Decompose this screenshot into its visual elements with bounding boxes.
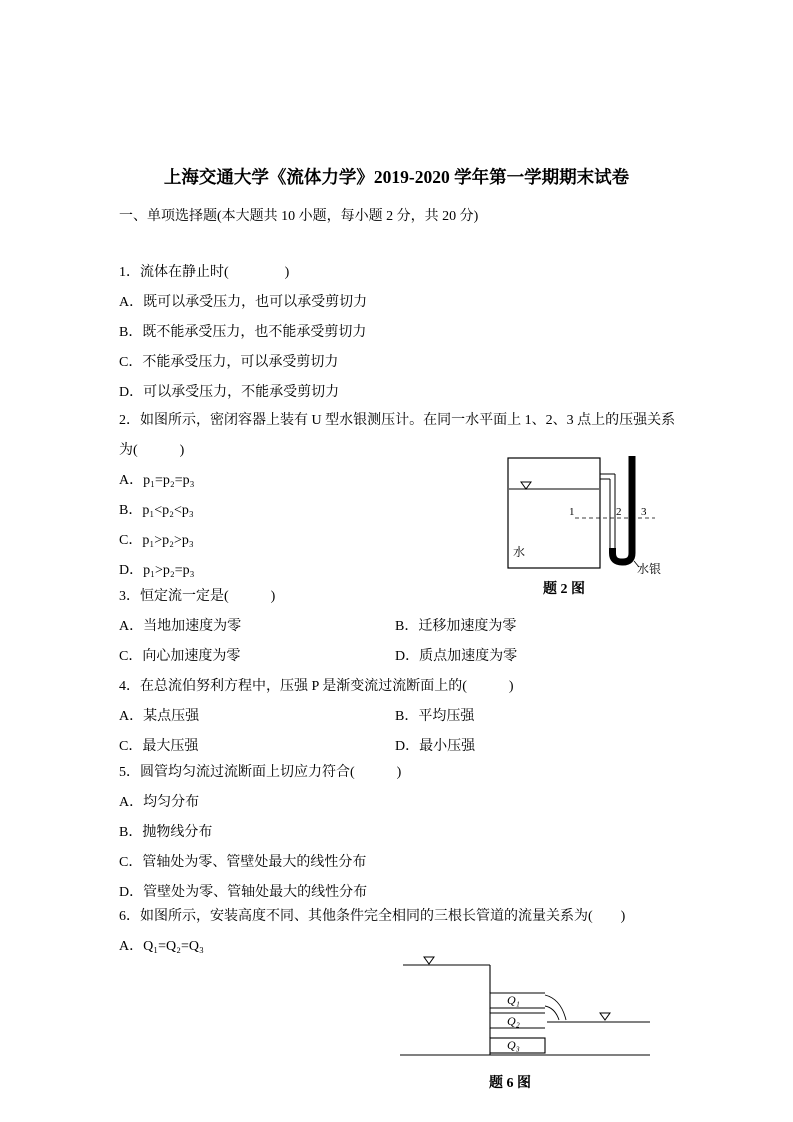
jet-curve-inner [545, 1006, 559, 1020]
q2-option-b: B．p₁<p₂<p₃ [119, 503, 194, 518]
q2-stem-line2: 为( ) [119, 443, 185, 458]
pipe-2-label: Q₂ [507, 1014, 520, 1028]
q5-option-c: C．管轴处为零、管壁处最大的线性分布 [119, 855, 367, 870]
question-1 [119, 258, 367, 408]
q1-option-d: D．可以承受压力，不能承受剪切力 [119, 385, 340, 400]
figure-question-6 [395, 950, 657, 1092]
q5-option-d: D．管壁处为零、管轴处最大的线性分布 [119, 885, 368, 900]
pipe-1-label: Q₁ [507, 993, 520, 1007]
question-4 [119, 672, 679, 762]
q2-stem-line1: 2．如图所示，密闭容器上装有 U 型水银测压计。在同一水平面上 1、2、3 点上的压强关系 [119, 413, 676, 428]
q1-option-b: B．既不能承受压力，也不能承受剪切力 [119, 325, 367, 340]
q4-option-a: A．某点压强 [119, 709, 200, 724]
water-surface-symbol-icon [521, 482, 531, 489]
question-5 [119, 758, 401, 908]
q2-option-c: C．p₁>p₂>p₃ [119, 533, 194, 548]
q1-option-a: A．既可以承受压力，也可以承受剪切力 [119, 295, 368, 310]
question-3 [119, 582, 679, 672]
pipe-3-label: Q₃ [507, 1038, 520, 1052]
q6-stem: 6．如图所示，安装高度不同、其他条件完全相同的三根长管道的流量关系为( ) [119, 909, 626, 924]
q3-options-row-2 [119, 642, 679, 672]
q5-stem: 5．圆管均匀流过流断面上切应力符合( ) [119, 765, 402, 780]
q1-option-c: C．不能承受压力，可以承受剪切力 [119, 355, 339, 370]
figure-question-2 [495, 448, 700, 598]
q4-stem: 4．在总流伯努利方程中，压强 P 是渐变流过流断面上的( ) [119, 679, 514, 694]
figure-6-caption: 题 6 图 [489, 1076, 531, 1091]
water-label: 水 [513, 545, 526, 559]
manometer-diagram [495, 448, 700, 576]
q6-option-a: A．Q₁=Q₂=Q₃ [119, 939, 204, 954]
q5-option-a: A．均匀分布 [119, 795, 200, 810]
tank-water-surface-symbol-icon [424, 957, 434, 964]
q3-option-a: A．当地加速度为零 [119, 619, 242, 634]
q4-options-row-1 [119, 702, 679, 732]
q4-option-b: B．平均压强 [395, 709, 475, 724]
q3-options-row-1 [119, 612, 679, 642]
three-pipes-diagram [395, 950, 657, 1062]
q2-option-a: A．p₁=p₂=p₃ [119, 473, 195, 488]
figure-2-caption: 题 2 图 [543, 582, 585, 597]
mercury-label: 水银 [637, 562, 662, 576]
q3-stem: 3．恒定流一定是( ) [119, 589, 276, 604]
jet-curve-outer [545, 995, 566, 1020]
downstream-water-surface-symbol-icon [600, 1013, 610, 1020]
point-3-label: 3 [641, 506, 647, 518]
q5-option-b: B．抛物线分布 [119, 825, 213, 840]
point-1-label: 1 [569, 506, 575, 518]
q1-stem: 1．流体在静止时( ) [119, 265, 290, 280]
q3-option-b: B．迁移加速度为零 [395, 619, 517, 634]
q3-option-d: D．质点加速度为零 [395, 649, 518, 664]
q2-option-d: D．p₁>p₂=p₃ [119, 563, 195, 578]
q4-option-d: D．最小压强 [395, 739, 476, 754]
q4-option-c: C．最大压强 [119, 739, 199, 754]
exam-title: 上海交通大学《流体力学》2019-2020 学年第一学期期末试卷 [163, 167, 630, 187]
point-2-label: 2 [616, 506, 622, 518]
section-heading: 一、单项选择题(本大题共 10 小题，每小题 2 分，共 20 分) [119, 209, 479, 224]
q3-option-c: C．向心加速度为零 [119, 649, 241, 664]
